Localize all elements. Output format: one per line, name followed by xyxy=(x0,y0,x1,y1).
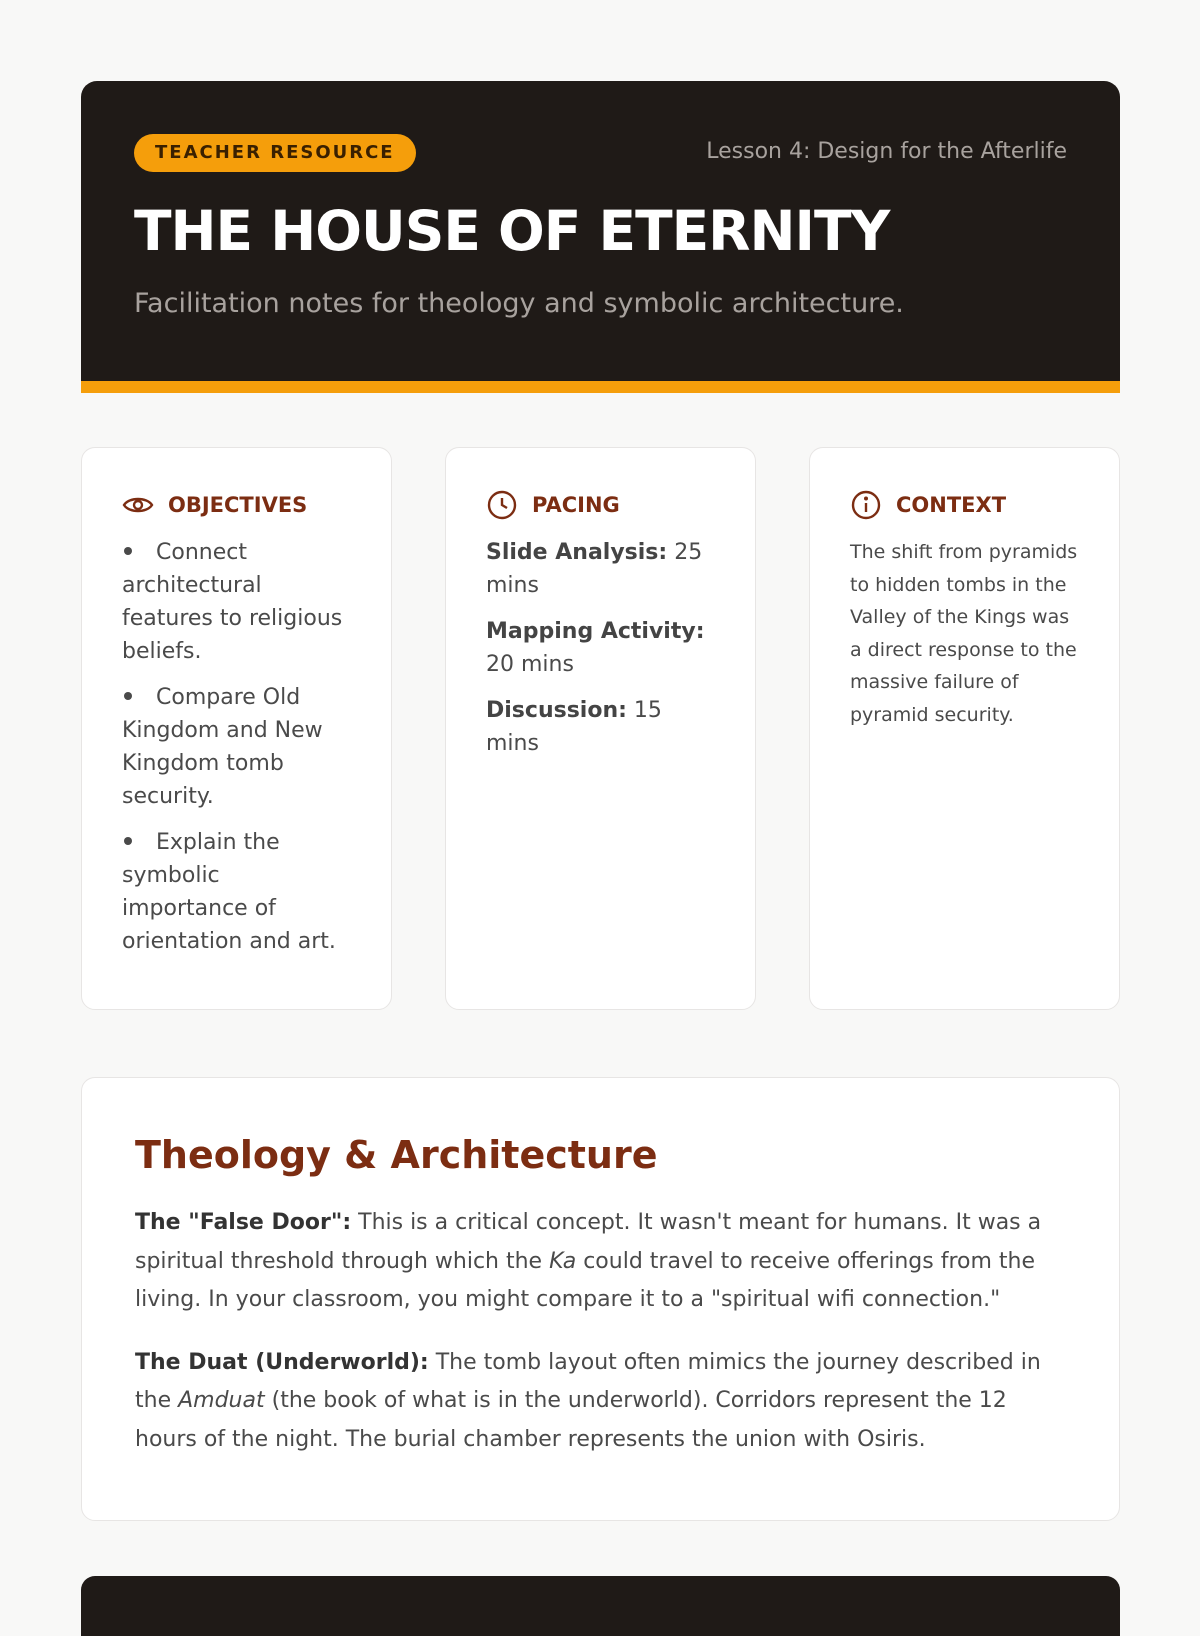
context-card xyxy=(809,447,1120,1010)
resource-badge: TEACHER RESOURCE xyxy=(134,134,416,172)
eye-icon xyxy=(122,489,154,521)
summary-cards xyxy=(81,447,1120,1010)
bullet-icon xyxy=(124,547,132,555)
pacing-heading xyxy=(486,488,715,522)
next-section-band xyxy=(81,1576,1120,1636)
clock-icon xyxy=(486,489,518,521)
objectives-heading xyxy=(122,488,351,522)
page-subtitle: Facilitation notes for theology and symbolic architecture. xyxy=(134,288,904,319)
section-heading: Theology & Architecture xyxy=(135,1133,658,1177)
lesson-page xyxy=(81,81,1120,1452)
lesson-label: Lesson 4: Design for the Afterlife xyxy=(706,139,1067,164)
list-item: Connect architectural features to religious beliefs. xyxy=(122,540,343,664)
objectives-list xyxy=(122,536,351,958)
bullet-icon xyxy=(124,692,132,700)
bullet-icon xyxy=(124,837,132,845)
context-heading-label: CONTEXT xyxy=(896,493,1007,517)
theology-section xyxy=(81,1077,1120,1521)
list-item: Compare Old Kingdom and New Kingdom tomb security. xyxy=(122,685,323,809)
list-item: Explain the symbolic importance of orientation and art. xyxy=(122,830,336,954)
info-icon xyxy=(850,489,882,521)
hero-header xyxy=(81,81,1120,393)
context-heading xyxy=(850,488,1079,522)
pacing-item: Discussion: 15 mins xyxy=(486,698,662,756)
false-door-paragraph: The "False Door": This is a critical concept. It wasn't meant for humans. It was a spiritual threshold through which the Ka could travel to receive offerings from the living. In your classroom, you might compare it to a "spiritual wifi connection." xyxy=(135,1210,1042,1312)
page-title: THE HOUSE OF ETERNITY xyxy=(134,199,890,263)
duat-paragraph: The Duat (Underworld): The tomb layout often mimics the journey described in the Amduat (the book of what is in the underworld). Corridors represent the 12 hours of the night. The burial chamber represents the union with Osiris. xyxy=(135,1349,1041,1452)
pacing-item: Slide Analysis: 25 mins xyxy=(486,540,703,598)
objectives-card xyxy=(81,447,392,1010)
pacing-heading-label: PACING xyxy=(532,493,620,517)
objectives-heading-label: OBJECTIVES xyxy=(168,493,308,517)
pacing-card xyxy=(445,447,756,1010)
context-text: The shift from pyramids to hidden tombs in the Valley of the Kings was a direct response to the massive failure of pyramid security. xyxy=(850,541,1078,726)
pacing-item: Mapping Activity: 20 mins xyxy=(486,619,705,677)
